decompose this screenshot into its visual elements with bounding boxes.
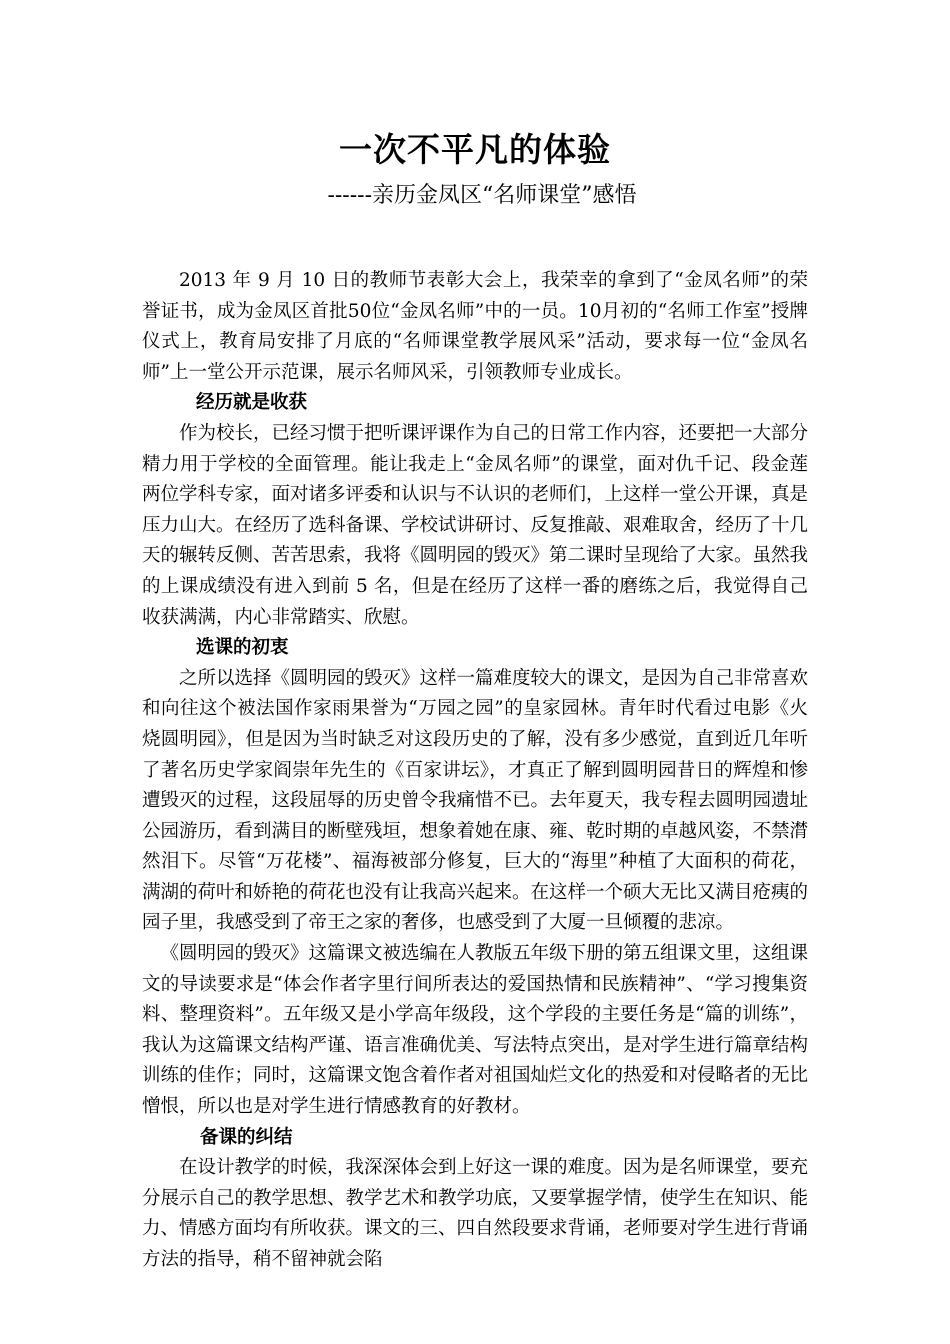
paragraph-intro: 2013 年 9 月 10 日的教师节表彰大会上，我荣幸的拿到了“金凤名师”的荣誉证书，成为金凤区首批50位“金凤名师”中的一员。10月初的“名师工作室”授牌仪式上，教育局安排了月底的“名师课堂教学展风采”活动，要求每一位“金凤名师”上一堂公开示范课，展示名师风采，引领教师专业成长。 (142, 270, 808, 383)
paragraph-preparation: 在设计教学的时候，我深深体会到上好这一课的难度。因为是名师课堂，要充分展示自己的教学思想、教学艺术和教学功底，又要掌握学情，使学生在知识、能力、情感方面均有所收获。课文的三、四自然段要求背诵，老师要对学生进行背诵方法的指导，稍不留神就会陷 (142, 1157, 809, 1270)
document-body (142, 266, 808, 1276)
section-heading-experience: 经历就是收获 (196, 392, 308, 414)
paragraph-lesson-choice-2: 《圆明园的毁灭》这篇课文被选编在人教版五年级下册的第五组课文里，这组课文的导读要求是“体会作者字里行间所表达的爱国热情和民族精神”、“学习搜集资料、整理资料”。五年级又是小学高年级段，这个学段的主要任务是“篇的训练”，我认为这篇课文结构严谨、语言准确优美、写法特点突出，是对学生进行篇章结构训练的佳作；同时，这篇课文饱含着作者对祖国灿烂文化的热爱和对侵略者的无比憎恨，所以也是对学生进行情感教育的好教材。 (142, 943, 809, 1118)
document-title: 一次不平凡的体验 (339, 130, 611, 169)
paragraph-experience: 作为校长，已经习惯于把听课评课作为自己的日常工作内容，还要把一大部分精力用于学校的全面管理。能让我走上“金凤名师”的课堂，面对仇千记、段金莲两位学科专家，面对诸多评委和认识与不认识的老师们，上这样一堂公开课，真是压力山大。在经历了选科备课、学校试讲研讨、反复推敲、艰难取舍，经历了十几天的辗转反侧、苦苦思索，我将《圆明园的毁灭》第二课时呈现给了大家。虽然我的上课成绩没有进入到前 5 名，但是在经历了这样一番的磨练之后，我觉得自己收获满满，内心非常踏实、欣慰。 (142, 422, 809, 628)
paragraph-lesson-choice-1: 之所以选择《圆明园的毁灭》这样一篇难度较大的课文，是因为自己非常喜欢和向往这个被法国作家雨果誉为“万园之园”的皇家园林。青年时代看过电影《火烧圆明园》，但是因为当时缺乏对这段历史的了解，没有多少感觉，直到近几年听了著名历史学家阎崇年先生的《百家讲坛》，才真正了解到圆明园昔日的辉煌和惨遭毁灭的过程，这段屈辱的历史曾令我痛惜不已。去年夏天，我专程去圆明园遗址公园游历，看到满目的断壁残垣，想象着她在康、雍、乾时期的卓越风姿，不禁潸然泪下。尽管“万花楼”、福海被部分修复，巨大的“海里”种植了大面积的荷花，满湖的荷叶和娇艳的荷花也没有让我高兴起来。在这样一个硕大无比又满目疮痍的园子里，我感受到了帝王之家的奢侈，也感受到了大厦一旦倾覆的悲凉。 (142, 667, 809, 934)
section-heading-preparation: 备课的纠结 (200, 1126, 293, 1148)
document-subtitle: ------亲历金凤区“名师课堂”感悟 (327, 183, 637, 208)
section-heading-lesson-choice: 选课的初衷 (196, 637, 289, 659)
